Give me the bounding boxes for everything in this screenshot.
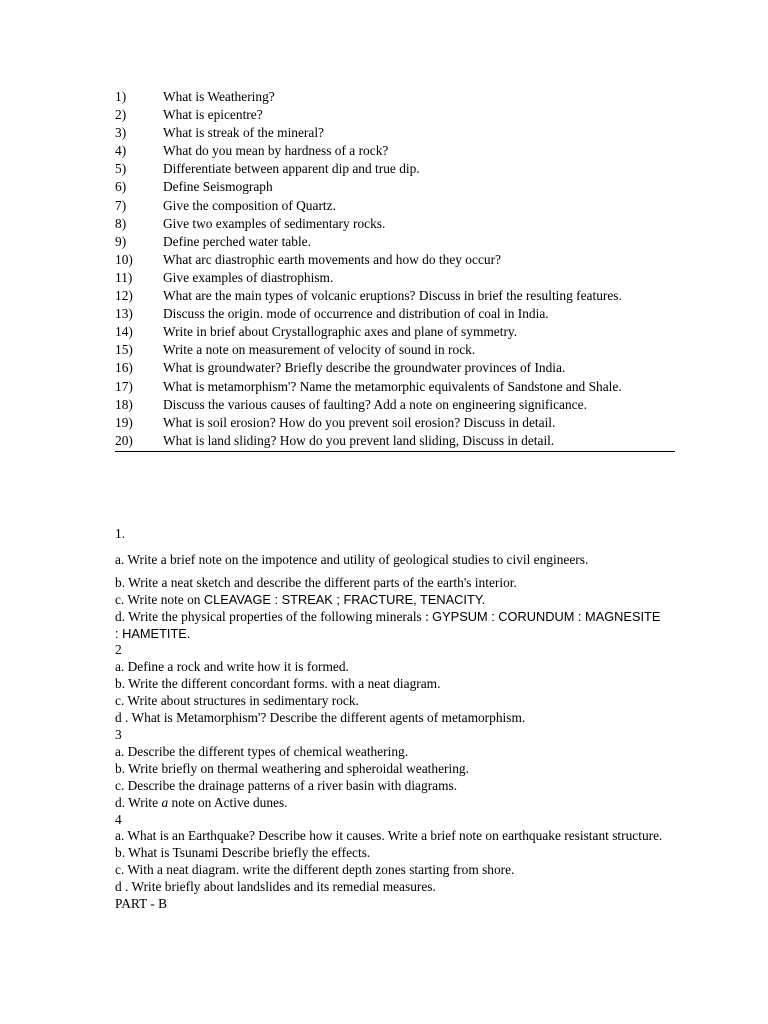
question-item: 1) What is Weathering? — [115, 89, 275, 104]
question-item: 4) What do you mean by hardness of a rock? — [115, 143, 389, 159]
question-item: 3) What is streak of the mineral? — [115, 125, 324, 141]
question-line: c. Describe the drainage patterns of a river basin with diagrams. — [115, 777, 458, 793]
question-line: c. Write note on CLEAVAGE : STREAK ; FRACTURE, TENACITY. — [115, 591, 486, 607]
question-line: b. What is Tsunami Describe briefly the effects. — [115, 845, 371, 861]
question-line: c. With a neat diagram. write the different depth zones starting from shore. — [115, 862, 515, 878]
unit-number: 1. — [115, 526, 126, 541]
question-item: 7) Give the composition of Quartz. — [115, 197, 336, 213]
question-item: 5) Differentiate between apparent dip and true dip. — [115, 161, 420, 177]
question-line: b. Write briefly on thermal weathering and spheroidal weathering. — [115, 760, 469, 776]
unit-number: 4 — [115, 811, 122, 827]
unit-number: 2 — [115, 642, 122, 658]
question-line: d . What is Metamorphism'? Describe the different agents of metamorphism. — [115, 710, 526, 726]
question-line: a. Write a brief note on the impotence and utility of geological studies to civil engineers. — [115, 551, 589, 567]
question-item: 12) What are the main types of volcanic eruptions? Discuss in brief the resulting features. — [115, 288, 622, 304]
question-item: 19) What is soil erosion? How do you prevent soil erosion? Discuss in detail. — [115, 414, 556, 430]
question-line: a. What is an Earthquake? Describe how it causes. Write a brief note on earthquake resistant structure. — [115, 828, 663, 844]
question-item: 8) Give two examples of sedimentary rocks. — [115, 215, 386, 231]
question-item: 11) Give examples of diastrophism. — [115, 269, 334, 285]
question-item: 2) What is epicentre? — [115, 107, 263, 123]
question-item: 13) Discuss the origin. mode of occurrence and distribution of coal in India. — [115, 306, 549, 322]
question-item: 17) What is metamorphism'? Name the metamorphic equivalents of Sandstone and Shale. — [115, 378, 622, 394]
question-item: 15) Write a note on measurement of velocity of sound in rock. — [115, 342, 476, 358]
part-heading: PART - B — [115, 896, 168, 912]
question-line: c. Write about structures in sedimentary rock. — [115, 693, 359, 709]
question-line: d . Write briefly about landslides and its remedial measures. — [115, 879, 436, 895]
question-line: a. Describe the different types of chemical weathering. — [115, 743, 409, 759]
unit-number: 3 — [115, 726, 122, 742]
question-item: 20) What is land sliding? How do you prevent land sliding, Discuss in detail. — [115, 432, 675, 452]
unit-questions-section — [115, 526, 675, 913]
question-item: 14) Write in brief about Crystallographic axes and plane of symmetry. — [115, 324, 518, 340]
question-line: d. Write a note on Active dunes. — [115, 794, 288, 810]
question-item: 18) Discuss the various causes of faulting? Add a note on engineering significance. — [115, 396, 587, 412]
question-line: b. Write the different concordant forms. with a neat diagram. — [115, 676, 441, 692]
question-item: 9) Define perched water table. — [115, 233, 311, 249]
question-line: a. Define a rock and write how it is formed. — [115, 659, 349, 675]
question-item: 10) What arc diastrophic earth movements and how do they occur? — [115, 251, 501, 267]
question-line: b. Write a neat sketch and describe the different parts of the earth's interior. — [115, 574, 517, 590]
question-item: 16) What is groundwater? Briefly describe the groundwater provinces of India. — [115, 360, 566, 376]
question-line: d. Write the physical properties of the following minerals : GYPSUM : CORUNDUM : MAGNESITE : HAMETITE. — [115, 608, 661, 641]
short-questions-list — [115, 88, 675, 452]
question-item: 6) Define Seismograph — [115, 179, 273, 195]
